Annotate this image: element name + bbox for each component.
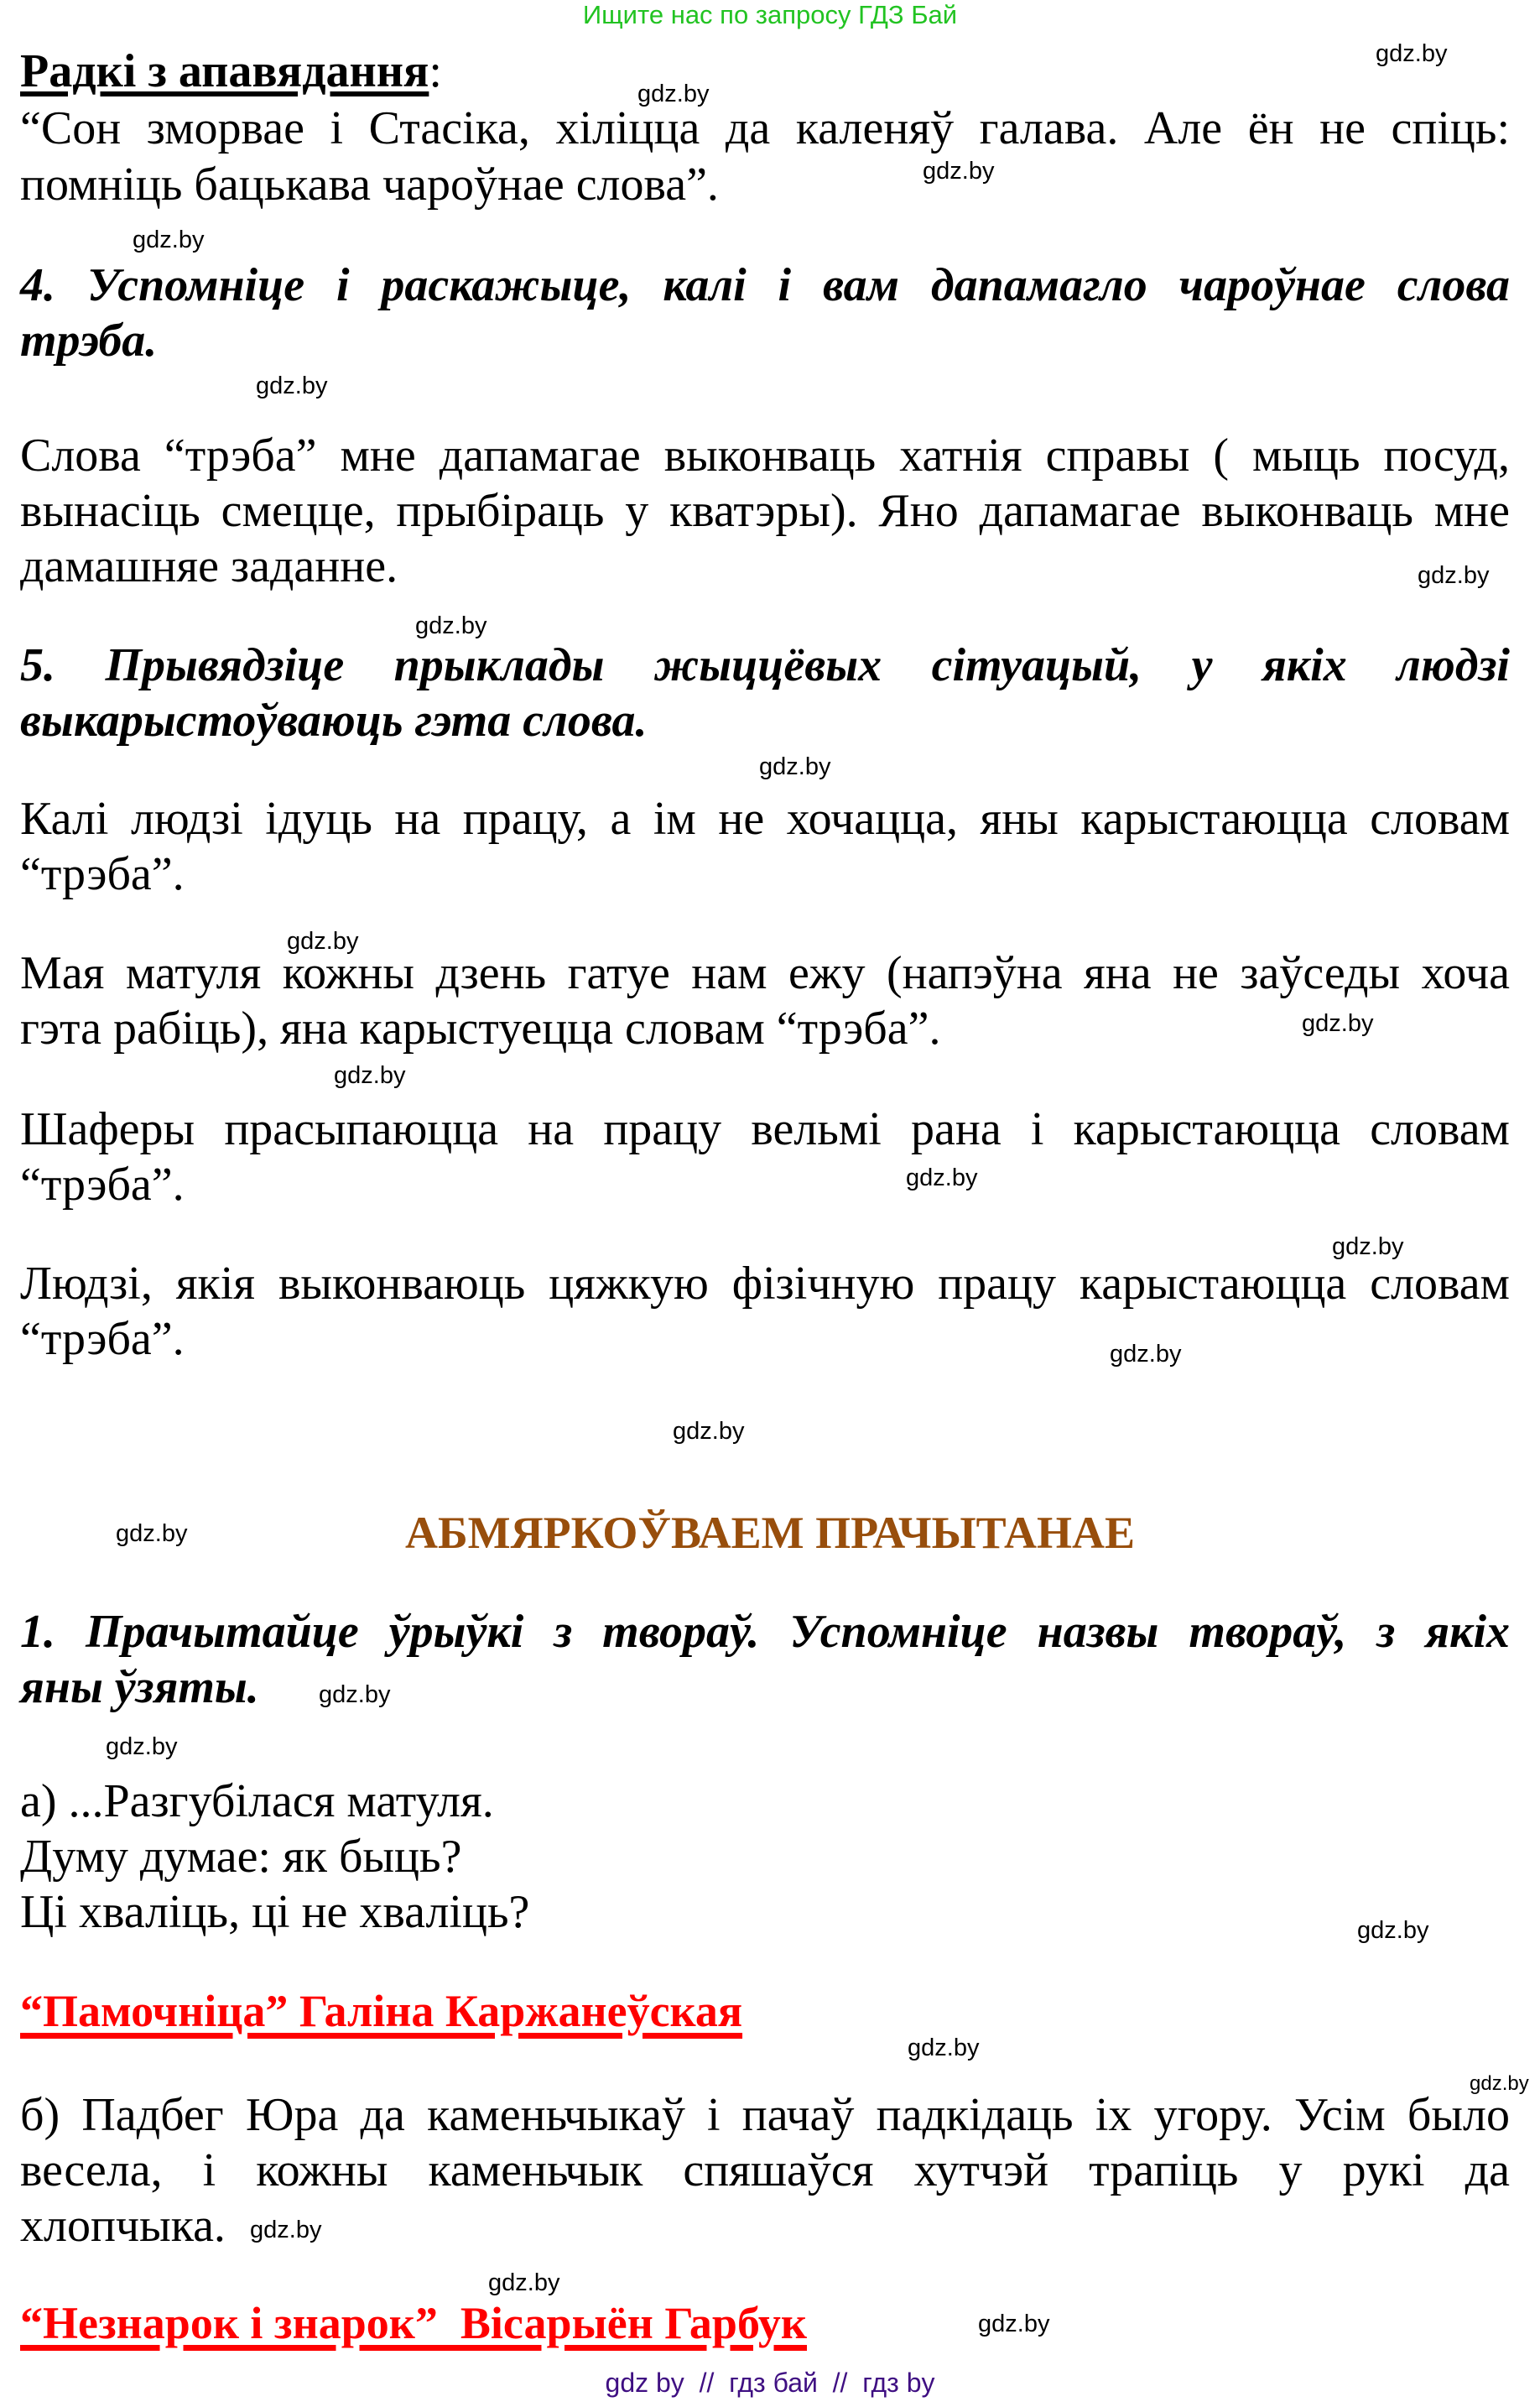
watermark: gdz.by (637, 81, 710, 107)
excerpt-line-2: помніць бацькава чароўнае слова”. (20, 159, 719, 211)
excerpt-b-line-3: хлопчыка. (20, 2200, 226, 2252)
excerpt-line-1: “Сон зморвае і Стасіка, хіліцца да каленяў галава. Але ён не спіць: (20, 102, 1510, 154)
excerpt-b-line-2: весела, і кожны каменьчык спяшаўся хутчэй трапіць у рукі да (20, 2144, 1510, 2196)
section-title: АБМЯРКОЎВАЕМ ПРАЧЫТАНАЕ (404, 1508, 1136, 1558)
watermark: gdz.by (287, 928, 359, 955)
watermark: gdz.by (250, 2217, 322, 2243)
footer-links[interactable]: gdz by // гдз бай // гдз by (605, 2368, 935, 2398)
answer-4-line-3: дамашняе заданне. (20, 540, 398, 592)
watermark: gdz.by (978, 2311, 1050, 2337)
work-title-a: “Памочніца” Галіна Каржанеўская (20, 1986, 743, 2036)
watermark: gdz.by (133, 227, 205, 253)
answer-5d-line-1: Людзі, якія выконваюць цяжкую фізічную працу карыстаюцца словам (20, 1258, 1510, 1310)
answer-5c-line-1: Шаферы прасыпаюцца на працу вельмі рана і карыстаюцца словам (20, 1103, 1510, 1155)
answer-5a-line-1: Калі людзі ідуць на працу, а ім не хочацца, яны карыстаюцца словам (20, 793, 1510, 845)
work-title-b: “Незнарок і знарок” Вісарыён Гарбук (20, 2298, 808, 2348)
watermark: gdz.by (1357, 1917, 1429, 1944)
answer-4-line-1: Слова “трэба” мне дапамагае выконваць хатнія справы ( мыць посуд, (20, 430, 1510, 482)
watermark: gdz.by (923, 158, 995, 185)
question-1-line-2: яны ўзяты. (20, 1661, 259, 1713)
search-banner[interactable]: Ищите нас по запросу ГДЗ Бай (582, 0, 958, 29)
watermark: gdz.by (673, 1418, 745, 1445)
watermark: gdz.by (1332, 1233, 1404, 1260)
watermark: gdz.by (334, 1062, 406, 1089)
watermark: gdz.by (1376, 40, 1448, 67)
watermark: gdz.by (906, 1164, 978, 1191)
excerpt-a-line-3: Ці хваліць, ці не хваліць? (20, 1886, 530, 1938)
watermark: gdz.by (116, 1520, 188, 1547)
answer-5b-line-2: гэта рабіць), яна карыстуецца словам “трэба”. (20, 1003, 941, 1055)
excerpt-heading-colon: : (429, 45, 442, 97)
watermark: gdz.by (1302, 1010, 1374, 1037)
watermark: gdz.by (319, 1681, 391, 1708)
question-5-line-1: 5. Прывядзіце прыклады жыццёвых сітуацый, у якіх людзі (20, 639, 1510, 691)
answer-5a-line-2: “трэба”. (20, 848, 185, 900)
watermark: gdz.by (1110, 1341, 1182, 1368)
question-4-line-1: 4. Успомніце і раскажыце, калі і вам дапамагло чароўнае слова (20, 259, 1510, 311)
watermark: gdz.by (908, 2034, 980, 2061)
answer-5c-line-2: “трэба”. (20, 1159, 185, 1211)
watermark: gdz.by (1418, 562, 1490, 589)
question-4-line-2: трэба. (20, 315, 158, 367)
watermark: gdz.by (1470, 2072, 1529, 2095)
excerpt-heading (20, 44, 442, 99)
excerpt-a-line-2: Думу думае: як быць? (20, 1831, 462, 1883)
watermark: gdz.by (256, 373, 328, 399)
answer-4-line-2: вынасіць смецце, прыбіраць у кватэры). Яно дапамагае выконваць мне (20, 485, 1510, 537)
watermark: gdz.by (415, 612, 487, 639)
question-5-line-2: выкарыстоўваюць гэта слова. (20, 695, 648, 747)
excerpt-heading-text: Радкі з апавядання (20, 45, 429, 97)
excerpt-b-line-1: б) Падбег Юра да каменьчыкаў і пачаў падкідаць іх угору. Усім было (20, 2089, 1510, 2141)
answer-5b-line-1: Мая матуля кожны дзень гатуе нам ежу (напэўна яна не заўседы хоча (20, 947, 1510, 999)
question-1-line-1: 1. Прачытайце ўрыўкі з твораў. Успомніце назвы твораў, з якіх (20, 1606, 1510, 1658)
watermark: gdz.by (759, 753, 831, 780)
watermark: gdz.by (488, 2269, 560, 2296)
answer-5d-line-2: “трэба”. (20, 1313, 185, 1365)
watermark: gdz.by (106, 1733, 178, 1760)
excerpt-a-line-1: а) ...Разгубілася матуля. (20, 1775, 494, 1827)
